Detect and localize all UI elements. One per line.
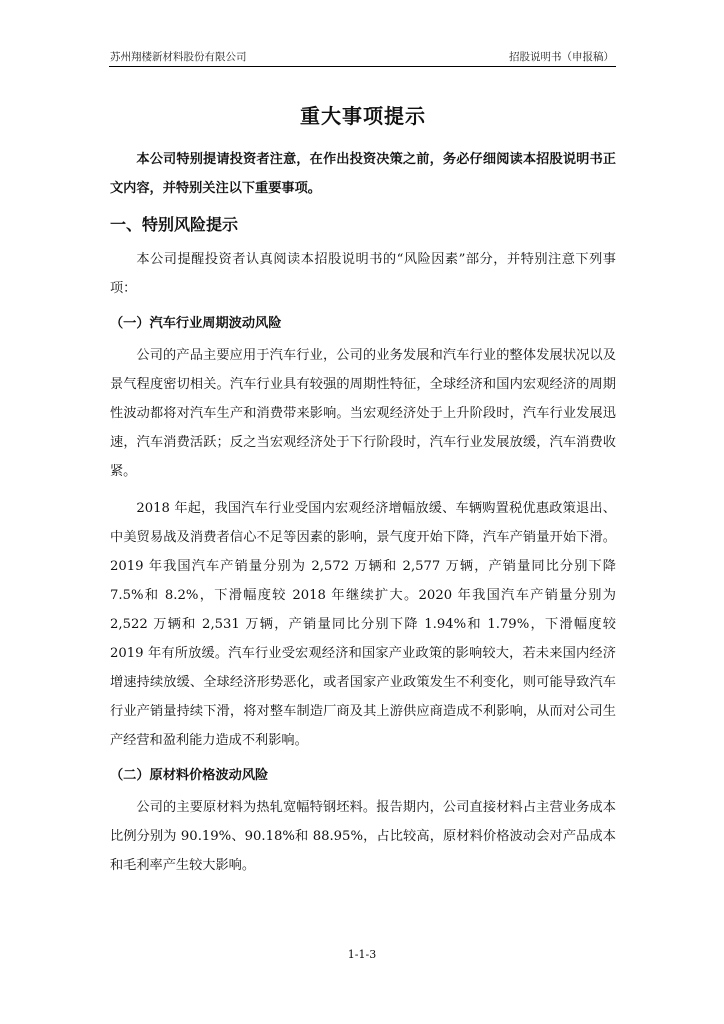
page-number: 1-1-3 xyxy=(347,948,377,961)
section-intro-paragraph: 本公司提醒投资者认真阅读本招股说明书的“风险因素”部分，并特别注意下列事项： xyxy=(110,252,616,296)
page-body xyxy=(110,100,616,880)
section-heading-special-risks: 一、特别风险提示 xyxy=(110,215,239,234)
header-doc-type: 招股说明书（申报稿） xyxy=(509,51,614,63)
subsection-heading-raw-material: （二）原材料价格波动风险 xyxy=(110,768,269,783)
raw-material-paragraph: 公司的主要原材料为热轧宽幅特钢坯料。报告期内，公司直接材料占主营业务成本比例分别为 90.19%、90.18%和 88.95%，占比较高，原材料价格波动会对产品成本和毛利率产生较大影响。 xyxy=(110,800,616,873)
header-divider xyxy=(109,66,616,67)
subsection-heading-auto-cycle: （一）汽车行业周期波动风险 xyxy=(110,316,282,331)
auto-cycle-paragraph-1: 公司的产品主要应用于汽车行业，公司的业务发展和汽车行业的整体发展状况以及景气程度密切相关。汽车行业具有较强的周期性特征，全球经济和国内宏观经济的周期性波动都将对汽车生产和消费带来影响。当宏观经济处于上升阶段时，汽车行业发展迅速，汽车消费活跃；反之当宏观经济处于下行阶段时，汽车行业发展放缓，汽车消费收紧。 xyxy=(110,348,616,479)
intro-paragraph: 本公司特别提请投资者注意，在作出投资决策之前，务必仔细阅读本招股说明书正文内容，并特别关注以下重要事项。 xyxy=(110,152,616,196)
auto-cycle-paragraph-2: 2018 年起，我国汽车行业受国内宏观经济增幅放缓、车辆购置税优惠政策退出、中美贸易战及消费者信心不足等因素的影响，景气度开始下降，汽车产销量开始下滑。2019 年我国汽车产销量分别为 2,572 万辆和 2,577 万辆，产销量同比分别下降 7.5%和 8.2%，下滑幅度较 2018 年继续扩大。2020 年我国汽车产销量分别为 2,522 万辆和 2,531 万辆，产销量同比分别下降 1.94%和 1.79%，下滑幅度较 2019 年有所放缓。汽车行业受宏观经济和国家产业政策的影响较大，若未来国内经济增速持续放缓、全球经济形势恶化，或者国家产业政策发生不利变化，则可能导致汽车行业产销量持续下滑，将对整车制造厂商及其上游供应商造成不利影响，从而对公司生产经营和盈利能力造成不利影响。 xyxy=(110,501,616,748)
page-title: 重大事项提示 xyxy=(300,104,426,128)
header-company: 苏州翔楼新材料股份有限公司 xyxy=(110,51,247,63)
